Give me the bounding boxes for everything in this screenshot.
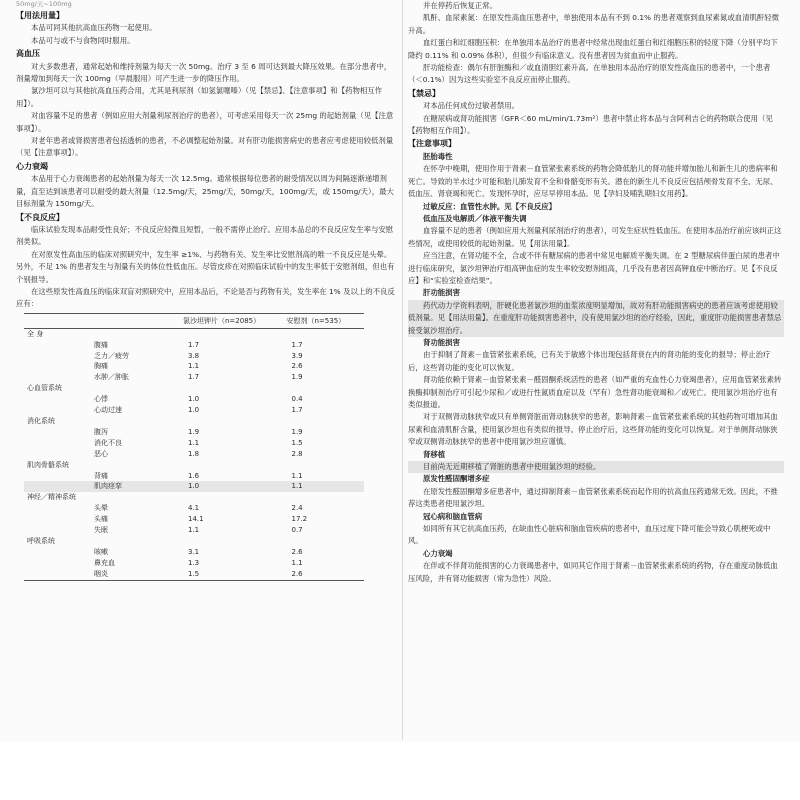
drug-rate-cell: 14.1 bbox=[188, 515, 204, 524]
adverse-reactions-heading: 【不良反应】 bbox=[16, 212, 64, 222]
table-row bbox=[24, 405, 364, 416]
placebo-rate-cell bbox=[283, 492, 364, 503]
adverse-events-table bbox=[24, 313, 364, 581]
table-row bbox=[24, 471, 364, 482]
table-row bbox=[24, 481, 364, 492]
fetal-toxicity-subheading: 胚胎毒性 bbox=[423, 151, 453, 161]
renal-impairment-paragraph: 由于抑制了肾素－血管紧张素系统，已有关于敏感个体出现包括肾衰在内的肾功能的变化的报导；停止治疗后，这些肾功能的变化可以恢复。 bbox=[408, 350, 771, 372]
hypotension-subheading: 低血压及电解质／体液平衡失调 bbox=[423, 213, 527, 223]
drug-rate-cell: 1.0 bbox=[188, 406, 200, 415]
drug-rate-cell bbox=[180, 383, 283, 394]
drug-rate-cell: 1.1 bbox=[188, 526, 200, 535]
table-row bbox=[24, 438, 364, 449]
drug-rate-cell: 3.1 bbox=[188, 547, 200, 556]
table-category-row bbox=[24, 416, 364, 427]
drug-rate-cell: 1.1 bbox=[188, 362, 200, 371]
lab-paragraph: 血红蛋白和红细胞压积：在单独用本品治疗的患者中经常出现血红蛋白和红细胞压积的轻度下降（分别平均下降约 0.11% 和 0.09% 体积），但很少有临床意义。没有患者因为贫血而中止服药。 bbox=[408, 38, 778, 60]
placebo-rate-cell bbox=[283, 383, 364, 394]
adverse-events-table-body bbox=[24, 328, 364, 580]
drug-rate-cell: 1.7 bbox=[188, 373, 200, 382]
usage-heading: 【用法用量】 bbox=[16, 11, 64, 20]
coronary-paragraph: 如同所有其它抗高血压药，在缺血性心脏病和脑血管疾病的患者中，血压过度下降可能会导致心肌梗死或中风。 bbox=[408, 524, 771, 546]
drug-rate-cell bbox=[180, 536, 283, 547]
cropped-top-line: 50mg/天~100mg bbox=[16, 0, 72, 8]
placebo-rate-cell bbox=[283, 460, 364, 471]
table-header-blank bbox=[24, 313, 180, 328]
table-row bbox=[24, 558, 364, 569]
table-header-placebo: 安慰剂（n=535） bbox=[283, 313, 364, 328]
table-header-drug: 氯沙坦钾片（n=2085） bbox=[180, 313, 283, 328]
hypertension-paragraph: 对血容量不足的患者（例如应用大剂量利尿剂治疗的患者），可考虑采用每天一次 25mg 的起始剂量（见【注意事项】）。 bbox=[16, 111, 394, 133]
table-row bbox=[24, 514, 364, 525]
hepatic-impairment-subheading: 肝功能损害 bbox=[423, 288, 460, 298]
symptom-name-cell: 鼻充血 bbox=[94, 558, 115, 567]
placebo-rate-cell: 2.6 bbox=[291, 547, 303, 556]
placebo-rate-cell bbox=[283, 328, 364, 339]
drug-rate-cell: 1.5 bbox=[180, 569, 283, 580]
table-category-row bbox=[24, 536, 364, 547]
bottom-margin bbox=[0, 742, 800, 800]
lab-paragraph: 肌酐、血尿素氮：在原发性高血压患者中，单独使用本品有不到 0.1% 的患者观察到血尿素氮或血清肌酐轻微升高。 bbox=[408, 13, 780, 35]
symptom-name-cell: 腹泻 bbox=[94, 427, 108, 436]
table-row bbox=[24, 394, 364, 405]
symptom-name-cell: 心动过速 bbox=[94, 406, 122, 415]
drug-rate-cell bbox=[180, 416, 283, 427]
table-header-row bbox=[24, 313, 364, 328]
placebo-rate-cell: 17.2 bbox=[291, 515, 308, 524]
category-name-cell: 心血管系统 bbox=[27, 384, 62, 393]
placebo-rate-cell: 1.1 bbox=[291, 471, 303, 480]
category-name-cell: 消化系统 bbox=[27, 417, 55, 425]
table-row bbox=[24, 351, 364, 362]
transplant-subheading: 肾移植 bbox=[423, 449, 446, 459]
placebo-rate-cell: 0.4 bbox=[291, 395, 303, 404]
drug-rate-cell: 1.7 bbox=[188, 340, 200, 349]
placebo-rate-cell: 2.6 bbox=[283, 569, 364, 580]
lab-paragraph: 并在停药后恢复正常。 bbox=[423, 1, 497, 10]
drug-rate-cell bbox=[180, 328, 283, 339]
table-row bbox=[24, 372, 364, 383]
category-name-cell: 呼吸系统 bbox=[27, 536, 55, 545]
page-fold-line bbox=[402, 0, 403, 740]
right-column bbox=[408, 0, 784, 585]
category-name-cell: 全 身 bbox=[27, 329, 44, 338]
adverse-reactions-paragraph: 在这些原发性高血压的临床双盲对照研究中，应用本品后，不论是否与药物有关，发生率在 1% 及以上的不良反应有： bbox=[16, 286, 395, 309]
heart-failure-precaution-paragraph: 在伴或不伴肾功能损害的心力衰竭患者中，如同其它作用于肾素－血管紧张素系统的药物，存在重度动脉低血压风险，并有肾功能损害（常为急性）风险。 bbox=[408, 561, 778, 583]
placebo-rate-cell: 2.4 bbox=[291, 504, 303, 513]
drug-rate-cell: 1.8 bbox=[188, 449, 200, 458]
placebo-rate-cell: 2.6 bbox=[291, 362, 303, 371]
symptom-name-cell: 头晕 bbox=[94, 504, 108, 513]
symptom-name-cell: 乏力／疲劳 bbox=[94, 351, 129, 360]
usage-paragraph: 本品可同其他抗高血压药物一起使用。 bbox=[31, 23, 157, 33]
contraindications-heading: 【禁忌】 bbox=[408, 88, 440, 98]
drug-rate-cell: 1.1 bbox=[188, 438, 200, 447]
symptom-name-cell: 水肿／肿胀 bbox=[94, 373, 129, 382]
table-row bbox=[24, 503, 364, 514]
category-name-cell: 神经／精神系统 bbox=[27, 493, 76, 502]
left-column bbox=[16, 0, 398, 581]
symptom-name-cell: 腹痛 bbox=[94, 340, 108, 349]
hypotension-paragraph: 应当注意，在肾功能不全，合或不伴有糖尿病的患者中常见电解质平衡失调。在 2 型糖尿病伴蛋白尿的患者中进行临床研究，氯沙坦钾治疗组高钾血症的发生率较安慰剂组高，几乎没有患者因高钾血症中断治疗。见【不良反应】和“实验室检查结果”。 bbox=[408, 251, 780, 285]
table-category-row bbox=[24, 460, 364, 471]
table-category-row bbox=[24, 492, 364, 503]
contraindications-paragraph: 在糖尿病或肾功能损害（GFR＜60 mL/min/1.73m²）患者中禁止将本品与含阿利吉仑的药物联合使用（见【药物相互作用】）。 bbox=[408, 113, 773, 136]
drug-rate-cell bbox=[180, 460, 283, 471]
symptom-name-cell: 消化不良 bbox=[94, 438, 122, 447]
symptom-name-cell: 恶心 bbox=[94, 449, 108, 458]
renal-impairment-subheading: 肾功能损害 bbox=[423, 337, 460, 347]
drug-rate-cell: 1.6 bbox=[188, 471, 200, 480]
precautions-heading: 【注意事项】 bbox=[408, 139, 456, 149]
placebo-rate-cell: 1.5 bbox=[291, 438, 303, 447]
drug-rate-cell bbox=[180, 492, 283, 503]
table-row bbox=[24, 427, 364, 438]
heart-failure-heading: 心力衰竭 bbox=[16, 161, 48, 171]
symptom-name-cell: 肌肉痉挛 bbox=[24, 481, 180, 492]
placebo-rate-cell: 1.1 bbox=[283, 481, 364, 492]
symptom-name-cell: 头痛 bbox=[94, 515, 108, 524]
hepatic-impairment-paragraph: 药代动力学资料表明，肝硬化患者氯沙坦的血浆浓度明显增加，故对有肝功能损害病史的患者应该考虑使用较低剂量。见【用法用量】。在重度肝功能损害患者中，没有使用氯沙坦的治疗经验，因此，重度肝功能损害患者禁忌接受氯沙坦治疗。 bbox=[408, 300, 784, 337]
placebo-rate-cell: 1.9 bbox=[291, 373, 303, 382]
coronary-subheading: 冠心病和脑血管病 bbox=[423, 511, 483, 521]
transplant-paragraph: 目前尚无近期移植了肾脏的患者中使用氯沙坦的经验。 bbox=[408, 461, 784, 473]
hypertension-paragraph: 对老年患者或肾损害患者包括透析的患者，不必调整起始剂量。对有肝功能损害病史的患者应考虑使用较低剂量（见【注意事项】）。 bbox=[16, 136, 394, 158]
drug-rate-cell: 1.0 bbox=[188, 395, 200, 404]
drug-rate-cell: 4.1 bbox=[188, 504, 200, 513]
aldosteronism-subheading: 原发性醛固酮增多症 bbox=[423, 474, 490, 484]
table-category-row bbox=[24, 328, 364, 339]
placebo-rate-cell: 3.9 bbox=[291, 351, 303, 360]
table-row bbox=[24, 361, 364, 372]
placebo-rate-cell: 1.7 bbox=[291, 340, 303, 349]
placebo-rate-cell: 1.9 bbox=[291, 427, 303, 436]
contraindications-paragraph: 对本品任何成份过敏者禁用。 bbox=[423, 101, 520, 111]
category-name-cell: 肌肉骨骼系统 bbox=[27, 460, 69, 469]
placebo-rate-cell: 1.1 bbox=[291, 558, 303, 567]
aldosteronism-paragraph: 在原发性醛固酮增多症患者中，通过抑制肾素－血管紧张素系统而起作用的抗高血压药通常无效。因此，不推荐这类患者使用氯沙坦。 bbox=[408, 486, 778, 509]
heart-failure-paragraph: 本品用于心力衰竭患者的起始剂量为每天一次 12.5mg。通常根据每位患者的耐受情况以周为间隔逐渐递增剂量，直至达到该患者可以耐受的最大剂量（12.5mg/天，25mg/天，50mg/天，100mg/天，或 150mg/天），最大目标剂量为 150mg/天。 bbox=[16, 174, 394, 209]
renal-impairment-paragraph: 肾功能依赖于肾素－血管紧张素－醛固酮系统活性的患者（如严重的充血性心力衰竭患者），应用血管紧张素转换酶抑制剂治疗可引起少尿和／或进行性氮质血症以及（罕有）急性肾功能衰竭和／或死亡。使用氯沙坦治疗也有类似报道。 bbox=[408, 375, 782, 409]
symptom-name-cell: 心悸 bbox=[94, 395, 108, 404]
symptom-name-cell: 失眠 bbox=[94, 526, 108, 535]
hypersensitivity-subheading: 过敏反应：血管性水肿。见【不良反应】 bbox=[423, 201, 557, 211]
placebo-rate-cell: 2.8 bbox=[291, 449, 303, 458]
usage-paragraph: 本品可与或不与食物同时服用。 bbox=[31, 35, 135, 45]
drug-rate-cell: 1.9 bbox=[188, 427, 200, 436]
table-row bbox=[24, 569, 364, 580]
table-category-row bbox=[24, 383, 364, 394]
placebo-rate-cell bbox=[283, 416, 364, 427]
adverse-reactions-paragraph: 临床试验发现本品耐受性良好；不良反应轻微且短暂，一般不需停止治疗。应用本品总的不良反应发生率与安慰剂类似。 bbox=[16, 224, 394, 247]
symptom-name-cell: 背痛 bbox=[94, 471, 108, 480]
symptom-name-cell: 咽炎 bbox=[24, 569, 180, 580]
drug-rate-cell: 1.0 bbox=[180, 481, 283, 492]
drug-rate-cell: 3.8 bbox=[188, 351, 200, 360]
table-row bbox=[24, 340, 364, 351]
renal-impairment-paragraph: 对于双侧肾动脉狭窄或只有单侧肾脏而肾动脉狭窄的患者，影响肾素－血管紧张素系统的其他药物可增加其血尿素和血清肌酐含量，使用氯沙坦也有类似的报导。停止治疗后，这些肾功能的变化可以恢复。对于单侧肾动脉狭窄或双侧肾动脉狭窄的患者中使用氯沙坦应谨慎。 bbox=[408, 412, 778, 447]
hypertension-paragraph: 氯沙坦可以与其他抗高血压药合用，尤其是利尿剂（如氢氯噻嗪）（见【禁忌】、【注意事项】和【药物相互作用】）。 bbox=[16, 86, 383, 108]
hypertension-heading: 高血压 bbox=[16, 49, 40, 59]
heart-failure-precaution-subheading: 心力衰竭 bbox=[423, 548, 453, 558]
hypertension-paragraph: 对大多数患者，通常起始和维持剂量为每天一次 50mg。治疗 3 至 6 周可达到最大降压效果。在部分患者中，剂量增加到每天一次 100mg（早晨服用）可产生进一步的降压作用。 bbox=[16, 61, 392, 84]
placebo-rate-cell: 0.7 bbox=[291, 526, 303, 535]
adverse-reactions-paragraph: 在对原发性高血压的临床对照研究中，发生率 ≥1%、与药物有关、发生率比安慰剂高的唯一不良反应是头晕。另外，不足 1% 的患者发生与剂量有关的体位性低血压。尽管皮疹在对照临床试验中的发生率低于安慰剂组，但也有个别报导。 bbox=[16, 249, 395, 284]
table-row bbox=[24, 525, 364, 536]
fetal-toxicity-paragraph: 在怀孕中晚期，使用作用于肾素－血管紧张素系统的药物会降低胎儿的肾功能并增加胎儿和新生儿的患病率和死亡。导致的羊水过少可能和胎儿肺发育不全和骨骼变形有关。潜在的新生儿不良反应包括颅骨发育不全、无尿、低血压、肾衰竭和死亡。发现怀孕时，应尽早停用本品。见【孕妇及哺乳期妇女用药】。 bbox=[408, 164, 778, 199]
table-row bbox=[24, 449, 364, 460]
drug-rate-cell: 1.3 bbox=[188, 558, 200, 567]
table-row bbox=[24, 547, 364, 558]
placebo-rate-cell bbox=[283, 536, 364, 547]
placebo-rate-cell: 1.7 bbox=[291, 406, 303, 415]
symptom-name-cell: 咳嗽 bbox=[94, 547, 108, 556]
lab-paragraph: 肝功能检查：偶尔有肝脏酶和／或血清胆红素升高。在单独用本品治疗的原发性高血压的患者中，一个患者（＜0.1%）因为这些实验室不良反应而停止服药。 bbox=[408, 63, 771, 85]
hypotension-paragraph: 血容量不足的患者（例如应用大剂量利尿剂治疗的患者），可发生症状性低血压。在使用本品治疗前应该纠正这些情况，或使用较低的起始剂量。见【用法用量】。 bbox=[408, 226, 782, 248]
symptom-name-cell: 胸痛 bbox=[94, 362, 108, 371]
